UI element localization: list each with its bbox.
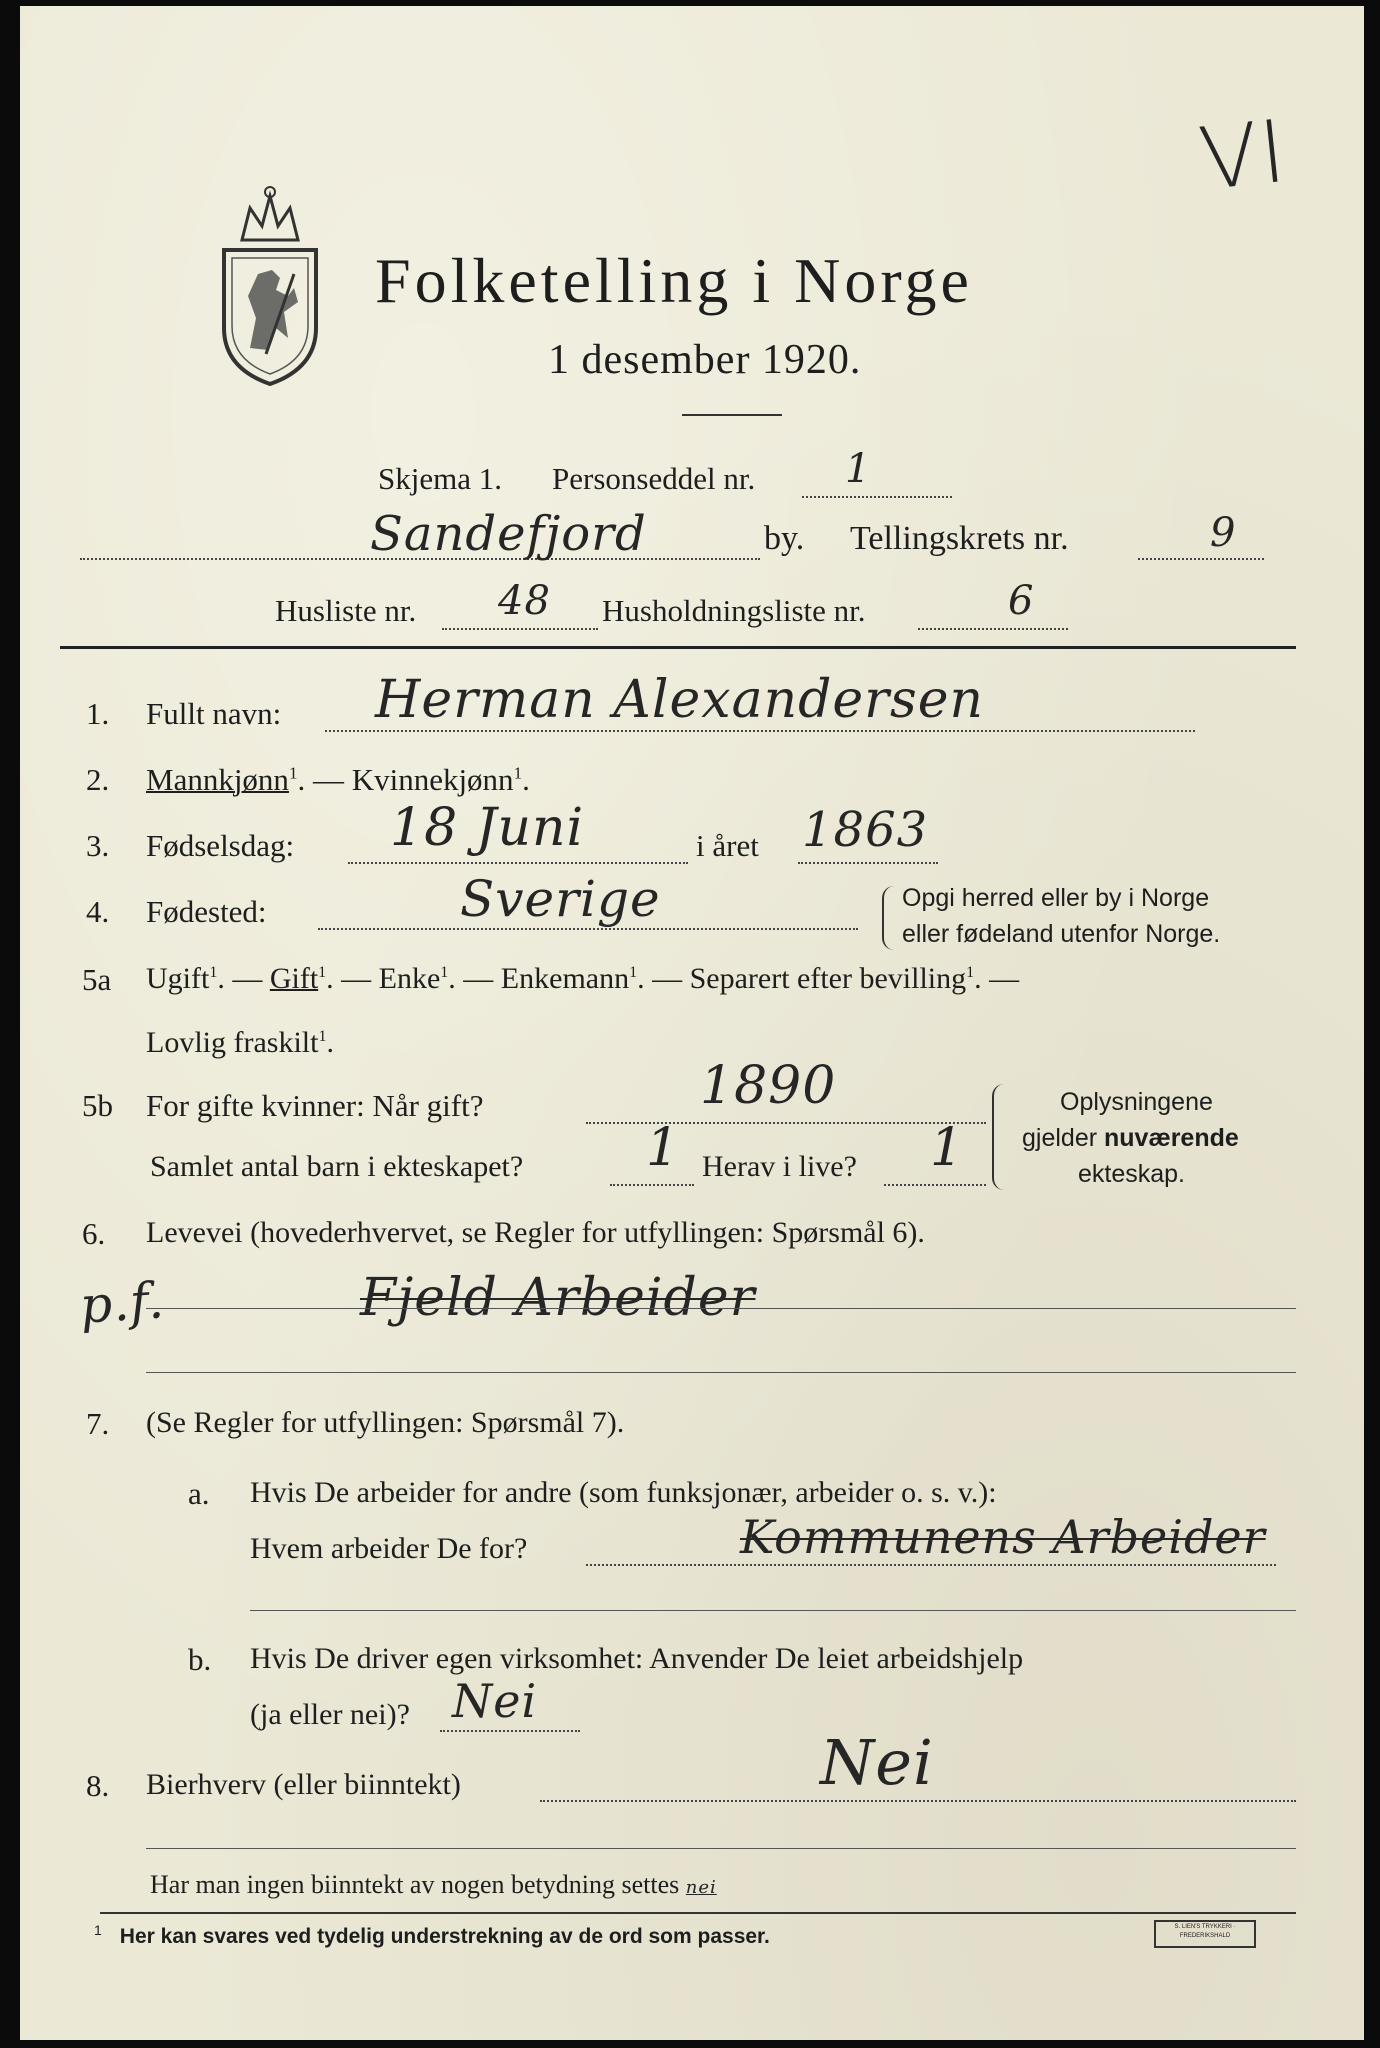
q6-line2: [146, 1372, 1296, 1373]
q4-note-line2: eller fødeland utenfor Norge.: [902, 920, 1221, 948]
q3-label: Fødselsdag:: [146, 828, 295, 863]
hired-help-value[interactable]: Nei: [452, 1674, 538, 1728]
gender-male-option[interactable]: Mannkjønn: [146, 762, 289, 797]
q5b-note-bracket-left: [992, 1084, 1004, 1190]
side-income-value[interactable]: Nei: [820, 1726, 934, 1799]
alive-label: Herav i live?: [702, 1150, 857, 1183]
q6-number: 6.: [82, 1216, 106, 1251]
occupation-margin-note: p.f.: [78, 1271, 167, 1335]
q4-line: [318, 928, 858, 930]
q5b-note-line2: gjelder nuværende: [1022, 1124, 1239, 1152]
skjema-label: Skjema 1.: [378, 461, 502, 496]
q8-extra-line: [146, 1848, 1296, 1849]
q7b-question: (ja eller nei)?: [250, 1698, 410, 1731]
personseddel-line: [802, 496, 952, 498]
q6-label: Levevei (hovederhvervet, se Regler for utfyllingen: Spørsmål 6).: [146, 1216, 925, 1249]
personseddel-label: Personseddel nr.: [552, 461, 756, 496]
husliste-label: Husliste nr.: [275, 593, 417, 628]
q3-year-label: i året: [696, 828, 759, 863]
tellingskrets-label: Tellingskrets nr.: [850, 520, 1069, 557]
census-date: 1 desember 1920.: [548, 337, 862, 383]
q4-number: 4.: [86, 894, 110, 929]
q5b-note-line1: Oplysningene: [1060, 1088, 1213, 1116]
status-enke[interactable]: Enke: [378, 962, 441, 995]
husholdningsliste-value[interactable]: 6: [1008, 578, 1035, 624]
q7b-letter: b.: [188, 1642, 212, 1677]
gender-female-option[interactable]: Kvinnekjønn: [351, 762, 514, 797]
status-gift[interactable]: Gift: [269, 962, 319, 995]
birth-year-value[interactable]: 1863: [802, 802, 929, 858]
status-ugift[interactable]: Ugift: [146, 962, 210, 995]
personseddel-value[interactable]: 1: [845, 446, 872, 492]
full-name-value[interactable]: Herman Alexandersen: [375, 670, 984, 730]
q2-number: 2.: [86, 762, 110, 797]
q7a-letter: a.: [188, 1476, 210, 1511]
occupation-value[interactable]: Fjeld Arbeider: [360, 1268, 756, 1328]
children-value[interactable]: 1: [646, 1118, 681, 1178]
header-divider: [60, 646, 1296, 649]
q3-number: 3.: [86, 828, 110, 863]
q6-line1: [146, 1308, 1296, 1309]
husliste-value[interactable]: 48: [498, 578, 551, 624]
gender-options: Mannkjønn$^1$. — Kvinnekjønn$^1$.: [146, 762, 530, 797]
form-title: Folketelling i Norge: [375, 245, 973, 316]
q8-number: 8.: [86, 1768, 110, 1803]
footer-note-value: nei: [685, 1877, 717, 1898]
q5b-number: 5b: [82, 1088, 113, 1123]
q8-line: [540, 1800, 1296, 1802]
q7a-extra-line: [250, 1610, 1296, 1611]
birthday-value[interactable]: 18 Juni: [390, 798, 585, 858]
q1-line: [325, 730, 1195, 732]
q7a-question: Hvem arbeider De for?: [250, 1532, 528, 1565]
census-form: [20, 6, 1364, 2040]
status-separert[interactable]: Separert efter bevilling: [689, 962, 967, 995]
q7-number: 7.: [86, 1406, 110, 1441]
footnote: $^1$ Her kan svares ved tydelig understrekning av de ord som passer.: [94, 1922, 770, 1948]
birthplace-value[interactable]: Sverige: [460, 870, 661, 928]
alive-line: [884, 1184, 986, 1186]
q4-note-bracket: [882, 886, 894, 950]
q3-year-line: [798, 862, 938, 864]
husholdningsliste-line: [918, 628, 1068, 630]
q3-line: [348, 862, 688, 864]
q7a-line: [586, 1564, 1276, 1566]
q5a-number: 5a: [82, 962, 112, 997]
q7-label: (Se Regler for utfyllingen: Spørsmål 7).: [146, 1406, 625, 1439]
husliste-line: [442, 628, 598, 630]
tellingskrets-value[interactable]: 9: [1210, 510, 1237, 556]
norwegian-lion-coat-of-arms-icon: [210, 178, 330, 388]
status-fraskilt[interactable]: Lovlig fraskilt$^1$.: [146, 1026, 334, 1059]
q4-label: Fødested:: [146, 894, 267, 929]
alive-value[interactable]: 1: [930, 1118, 965, 1178]
footer-divider: [100, 1912, 1296, 1914]
q1-label: Fullt navn:: [146, 696, 282, 731]
city-value[interactable]: Sandefjord: [370, 506, 647, 562]
q7a-text: Hvis De arbeider for andre (som funksjonær, arbeider o. s. v.):: [250, 1476, 997, 1509]
q1-number: 1.: [86, 696, 110, 731]
children-label: Samlet antal barn i ekteskapet?: [150, 1150, 524, 1183]
tellingskrets-line: [1138, 558, 1264, 560]
corner-mark: VI: [1195, 101, 1292, 211]
printer-stamp: S. LIEN'S TRYKKERI · FREDERIKSHALD: [1154, 1920, 1256, 1948]
children-line: [610, 1184, 694, 1186]
husholdningsliste-label: Husholdningsliste nr.: [602, 593, 866, 628]
title-divider: [682, 414, 782, 416]
employer-value[interactable]: Kommunens Arbeider: [740, 1510, 1266, 1564]
footer-note: Har man ingen biinntekt av nogen betydning settes nei: [150, 1870, 717, 1899]
q7b-text: Hvis De driver egen virksomhet: Anvender De leiet arbeidshjelp: [250, 1642, 1024, 1675]
q5b-label: For gifte kvinner: Når gift?: [146, 1088, 484, 1123]
married-year-value[interactable]: 1890: [700, 1056, 837, 1116]
by-label: by.: [764, 520, 805, 557]
marital-status-options: Ugift$^1$. — Gift$^1$. — Enke$^1$. — Enkemann$^1$. — Separert efter bevilling$^1$. —: [146, 962, 1020, 995]
q8-label: Bierhverv (eller biinntekt): [146, 1768, 461, 1801]
status-enkemann[interactable]: Enkemann: [500, 962, 630, 995]
q5b-note-line3: ekteskap.: [1078, 1160, 1186, 1188]
q4-note-line1: Opgi herred eller by i Norge: [902, 884, 1210, 912]
q7b-line: [440, 1730, 580, 1732]
